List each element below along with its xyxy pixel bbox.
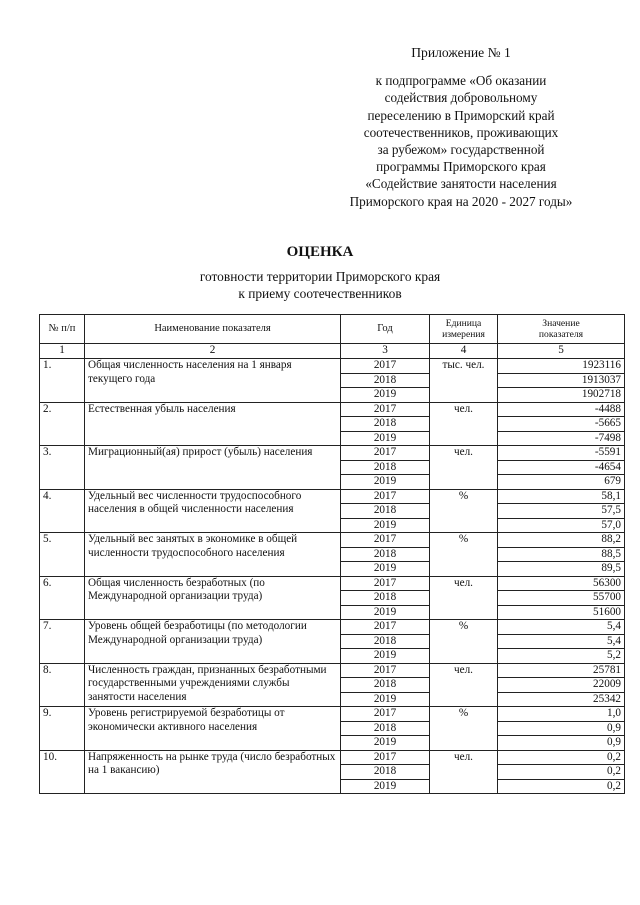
header-unit-line1: Единица [445, 318, 482, 329]
row-number: 7. [40, 620, 85, 664]
column-number: 1 [40, 344, 85, 359]
subtitle-line-1: готовности территории Приморского края [199, 269, 441, 284]
year-cell: 2019 [341, 736, 430, 751]
value-cell: 88,2 [498, 533, 625, 548]
header-value-line2: показателя [538, 329, 584, 340]
year-cell: 2019 [341, 475, 430, 490]
value-cell: -5665 [498, 417, 625, 432]
header-value-line1: Значение [542, 318, 580, 329]
table-row [40, 446, 625, 461]
table-body [40, 359, 625, 794]
row-number: 5. [40, 533, 85, 577]
unit-cell: чел. [430, 402, 498, 446]
year-cell: 2017 [341, 750, 430, 765]
value-cell: 1,0 [498, 707, 625, 722]
column-number: 3 [341, 344, 430, 359]
value-cell: 0,9 [498, 721, 625, 736]
table-header-row [40, 315, 625, 344]
year-cell: 2018 [341, 721, 430, 736]
table-row [40, 707, 625, 722]
value-cell: 679 [498, 475, 625, 490]
year-cell: 2018 [341, 373, 430, 388]
unit-cell: чел. [430, 446, 498, 490]
year-cell: 2018 [341, 634, 430, 649]
value-cell: 89,5 [498, 562, 625, 577]
indicator-name: Удельный вес занятых в экономике в общей численности трудоспособного населения [85, 533, 341, 577]
header-name: Наименование показателя [85, 315, 341, 344]
indicators-table [39, 314, 625, 794]
header-year: Год [341, 315, 430, 344]
indicator-name: Удельный вес численности трудоспособного населения в общей численности населения [85, 489, 341, 533]
year-cell: 2018 [341, 417, 430, 432]
column-number: 5 [498, 344, 625, 359]
row-number: 2. [40, 402, 85, 446]
year-cell: 2018 [341, 460, 430, 475]
value-cell: 22009 [498, 678, 625, 693]
value-cell: 88,5 [498, 547, 625, 562]
indicator-name: Уровень общей безработицы (по методологии Международной организации труда) [85, 620, 341, 664]
value-cell: 56300 [498, 576, 625, 591]
appendix-line: программы Приморского края [376, 159, 546, 175]
table-row [40, 576, 625, 591]
row-number: 10. [40, 750, 85, 794]
year-cell: 2017 [341, 576, 430, 591]
year-cell: 2018 [341, 547, 430, 562]
year-cell: 2019 [341, 431, 430, 446]
appendix-line: за рубежом» государственной [377, 142, 545, 158]
year-cell: 2019 [341, 692, 430, 707]
table-row [40, 533, 625, 548]
header-unit [430, 315, 498, 344]
value-cell: 57,0 [498, 518, 625, 533]
appendix-line: переселению в Приморский край [367, 107, 555, 123]
year-cell: 2019 [341, 779, 430, 794]
value-cell: 1913037 [498, 373, 625, 388]
appendix-line: содействия добровольному [384, 90, 538, 106]
year-cell: 2019 [341, 518, 430, 533]
value-cell: 25342 [498, 692, 625, 707]
appendix-line: соотечественников, проживающих [363, 124, 559, 140]
unit-cell: % [430, 533, 498, 577]
appendix-line: «Содействие занятости населения [365, 176, 557, 192]
row-number: 6. [40, 576, 85, 620]
value-cell: -7498 [498, 431, 625, 446]
value-cell: 0,2 [498, 750, 625, 765]
unit-cell: % [430, 489, 498, 533]
header-value [498, 315, 625, 344]
column-number-row [40, 344, 625, 359]
indicator-name: Напряженность на рынке труда (число безработных на 1 вакансию) [85, 750, 341, 794]
appendix-label: Приложение № 1 [411, 45, 511, 60]
value-cell: 25781 [498, 663, 625, 678]
document-title: ОЦЕНКА [286, 244, 354, 260]
row-number: 3. [40, 446, 85, 490]
unit-cell: чел. [430, 576, 498, 620]
indicator-name: Миграционный(ая) прирост (убыль) населения [85, 446, 341, 490]
unit-cell: % [430, 707, 498, 751]
table-row [40, 359, 625, 374]
unit-cell: % [430, 620, 498, 664]
column-number: 2 [85, 344, 341, 359]
unit-cell: чел. [430, 750, 498, 794]
row-number: 1. [40, 359, 85, 403]
year-cell: 2019 [341, 605, 430, 620]
row-number: 9. [40, 707, 85, 751]
year-cell: 2019 [341, 562, 430, 577]
header-num: № п/п [40, 315, 85, 344]
year-cell: 2018 [341, 591, 430, 606]
value-cell: 55700 [498, 591, 625, 606]
year-cell: 2017 [341, 533, 430, 548]
year-cell: 2017 [341, 489, 430, 504]
indicator-name: Естественная убыль населения [85, 402, 341, 446]
value-cell: 0,9 [498, 736, 625, 751]
column-number: 4 [430, 344, 498, 359]
value-cell: -4488 [498, 402, 625, 417]
year-cell: 2017 [341, 707, 430, 722]
table-row [40, 750, 625, 765]
document-subtitle [0, 269, 640, 302]
year-cell: 2017 [341, 620, 430, 635]
year-cell: 2018 [341, 678, 430, 693]
subtitle-line-2: к приему соотечественников [238, 285, 402, 301]
year-cell: 2017 [341, 446, 430, 461]
year-cell: 2019 [341, 388, 430, 403]
year-cell: 2018 [341, 504, 430, 519]
table-row [40, 402, 625, 417]
value-cell: 1902718 [498, 388, 625, 403]
appendix-line: к подпрограмме «Об оказании [375, 73, 547, 89]
year-cell: 2019 [341, 649, 430, 664]
appendix-line: Приморского края на 2020 - 2027 годы» [349, 193, 573, 209]
year-cell: 2018 [341, 765, 430, 780]
unit-cell: тыс. чел. [430, 359, 498, 403]
table-row [40, 489, 625, 504]
value-cell: 51600 [498, 605, 625, 620]
value-cell: 5,4 [498, 634, 625, 649]
value-cell: 5,2 [498, 649, 625, 664]
value-cell: 57,5 [498, 504, 625, 519]
table-row [40, 663, 625, 678]
year-cell: 2017 [341, 663, 430, 678]
indicator-name: Уровень регистрируемой безработицы от экономически активного населения [85, 707, 341, 751]
indicator-name: Численность граждан, признанных безработными государственными учреждениями службы занятости населения [85, 663, 341, 707]
table-row [40, 620, 625, 635]
appendix-header [300, 44, 622, 210]
value-cell: 0,2 [498, 779, 625, 794]
year-cell: 2017 [341, 402, 430, 417]
indicator-name: Общая численность населения на 1 января текущего года [85, 359, 341, 403]
year-cell: 2017 [341, 359, 430, 374]
value-cell: 1923116 [498, 359, 625, 374]
value-cell: 0,2 [498, 765, 625, 780]
value-cell: -4654 [498, 460, 625, 475]
unit-cell: чел. [430, 663, 498, 707]
row-number: 4. [40, 489, 85, 533]
value-cell: 58,1 [498, 489, 625, 504]
row-number: 8. [40, 663, 85, 707]
header-unit-line2: измерения [442, 329, 485, 340]
indicator-name: Общая численность безработных (по Международной организации труда) [85, 576, 341, 620]
value-cell: 5,4 [498, 620, 625, 635]
value-cell: -5591 [498, 446, 625, 461]
